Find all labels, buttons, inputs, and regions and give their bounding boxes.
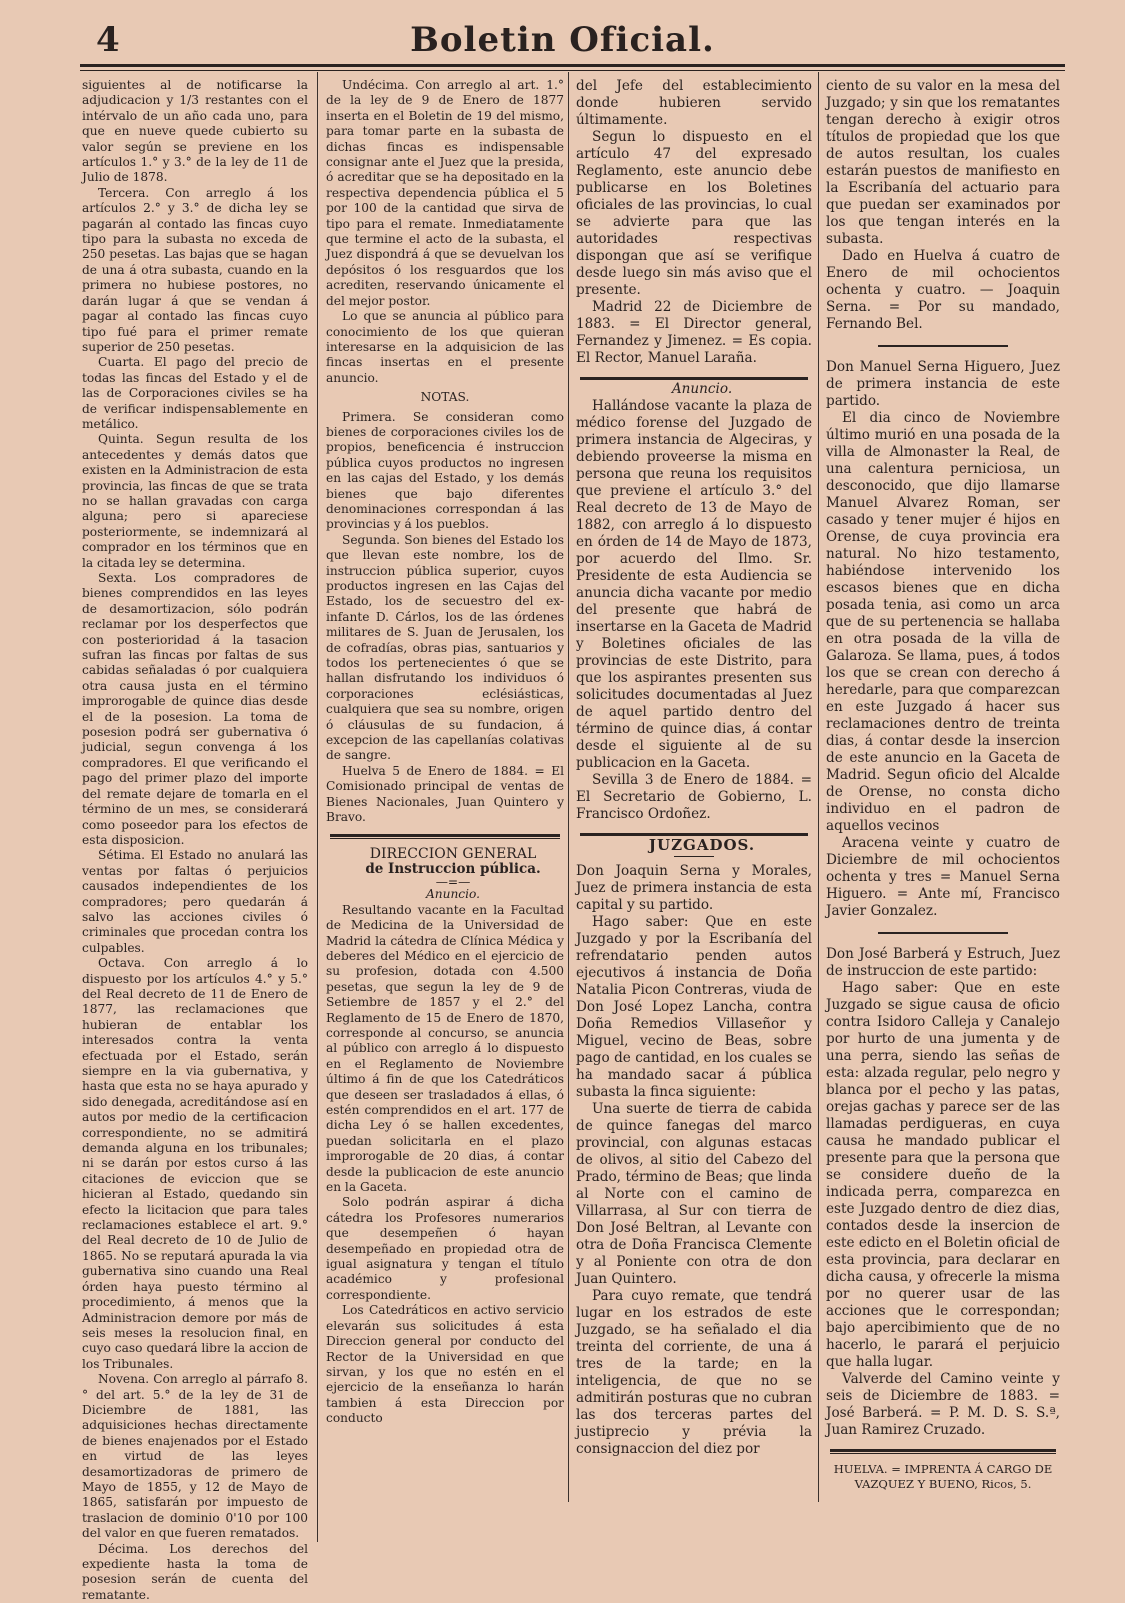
paragraph: Primera. Se consideran como bienes de corporaciones civiles los de propios, beneficencia é instruccion pública cuyos productos no ingresen en las cajas del Estado, y los demás bienes que bajo diferentes denominaciones correspondan á las provincias y á los pueblos. xyxy=(326,409,564,532)
section-divider xyxy=(830,1449,1056,1452)
paragraph: Undécima. Con arreglo al art. 1.° de la ley de 9 de Enero de 1877 inserta en el Boletin de 19 del mismo, para tomar parte en la subasta de dichas fincas es indispensable consignar ante el Juez que la presida, ó acreditar que se ha depositado en la respectiva dependencia pública el 5 por 100 de la cantidad que sirva de tipo para el remate. Inmediatamente que termine el acto de la subasta, el Juez dispondrá á que se devuelvan los depósitos ó los resguardos que los acrediten, reservando únicamente el del mejor postor. xyxy=(326,78,564,308)
paragraph: Novena. Con arreglo al párrafo 8.° del art. 5.° de la ley de 31 de Diciembre de 1881, las adquisiciones hechas directamente de bienes enajenados por el Estado en virtud de las leyes desamortizadoras de primero de Mayo de 1855, y 12 de Mayo de 1865, satisfarán por impuesto de traslacion de dominio 0'10 por 100 del valor en que fueren rematados. xyxy=(82,1372,308,1541)
header-rule-thin xyxy=(80,70,1065,71)
paragraph: Una suerte de tierra de cabida de quince fanegas del marco provincial, con algunas estacas de olivos, al sitio del Cabezo del Prado, término de Beas; que linda al Norte con el camino de Villarrasa, al Sur con tierra de Don José Beltran, al Levante con otra de Doña Francisca Clemente y al Poniente con otra de don Juan Quintero. xyxy=(576,1101,812,1287)
paragraph: Resultando vacante en la Facultad de Medicina de la Universidad de Madrid la cátedra de Clínica Médica y deberes del Médico en el ejercicio de su profesion, dotada con 4.500 pesetas, que segun la ley de 9 de Setiembre de 1857 y el 2.° del Reglamento de 15 de Enero de 1870, corresponde al concurso, se anuncia al público con arreglo á lo dispuesto en el Reglamento de Noviembre último á fin de que los Catedráticos que deseen ser trasladados á ellas, ó estén comprendidos en el art. 177 de dicha Ley ó se hallen excedentes, puedan solicitarla en el plazo improrogable de 20 dias, á contar desde la publicacion de este anuncio en la Gaceta. xyxy=(326,902,564,1195)
section-divider-thin xyxy=(830,1453,1056,1454)
paragraph: Tercera. Con arreglo á los artículos 2.° y 3.° de dicha ley se pagarán al contado las fincas cuyo tipo para la subasta no exceda de 250 pesetas. Las bajas que se hagan de una á otra subasta, cuando en la primera no hubiese postores, no darán lugar á que se vendan á pagar al contado las fincas cuyo tipo fué para el primer remate superior de 250 pesetas. xyxy=(82,185,308,354)
section-divider xyxy=(878,932,1008,934)
column-4 xyxy=(826,78,1060,1492)
paragraph: Dado en Huelva á cuatro de Enero de mil ochocientos ochenta y cuatro. — Joaquin Serna. = Por su mandado, Fernando Bel. xyxy=(826,248,1060,332)
title-underline xyxy=(674,856,714,857)
section-divider xyxy=(580,377,808,380)
paragraph: Don Manuel Serna Higuero, Juez de primera instancia de este partido. xyxy=(826,359,1060,409)
column-1 xyxy=(82,78,308,1603)
column-3 xyxy=(576,78,812,1458)
page-number: 4 xyxy=(96,20,120,60)
paragraph: Hallándose vacante la plaza de médico forense del Juzgado de primera instancia de Algeciras, y debiendo proveerse la misma en persona que reuna los requisitos que previene el artículo 3.° del Real decreto de 13 de Mayo de 1882, con arreglo á lo dispuesto en órden de 14 de Mayo de 1873, por acuerdo del Ilmo. Sr. Presidente de esta Audiencia se anuncia dicha vacante por medio del presente que habrá de insertarse en la Gaceta de Madrid y Boletines oficiales de las provincias de este Distrito, para que los aspirantes presenten sus solicitudes documentadas al Juez de aquel partido dentro del término de quince dias, á contar desde el siguiente al de su publicacion en la Gaceta. xyxy=(576,398,812,771)
paragraph: Cuarta. El pago del precio de todas las fincas del Estado y el de las de Corporaciones civiles se ha de verificar indispensablemente en metálico. xyxy=(82,355,308,431)
paragraph: Madrid 22 de Diciembre de 1883. = El Director general, Fernandez y Jimenez. = Es copia. El Rector, Manuel Laraña. xyxy=(576,299,812,366)
section-title: DIRECCION GENERAL xyxy=(369,845,537,862)
paragraph: Sevilla 3 de Enero de 1884. = El Secretario de Gobierno, L. Francisco Ordoñez. xyxy=(576,772,812,822)
paragraph: Solo podrán aspirar á dicha cátedra los Profesores numerarios que desempeñen ó hayan desempeñado en propiedad otra de igual asignatura y tengan el título académico y profesional correspondiente. xyxy=(326,1195,564,1302)
anuncio-heading: Anuncio. xyxy=(425,887,481,902)
paragraph: ciento de su valor en la mesa del Juzgado; y sin que los rematantes tengan derecho à exigir otros títulos de propiedad que los que de autos resultan, los cuales estarán puestos de manifiesto en la Escribanía del actuario para que puedan ser examinados por los que tengan interés en la subasta. xyxy=(826,78,1060,247)
paragraph: Quinta. Segun resulta de los antecedentes y demás datos que existen en la Administracion de esta provincia, las fincas de que se trata no se hallan gravadas con carga alguna; pero si apareciese posteriormente, se indemnizará al comprador en los términos que en la citada ley se determina. xyxy=(82,432,308,570)
section-divider xyxy=(878,345,1008,347)
paragraph: Sexta. Los compradores de bienes comprendidos en las leyes de desamortizacion, sólo podrán reclamar por los desperfectos que con posterioridad á la tasacion sufran las fincas por faltas de sus cabidas señaladas ó por cualquiera otra causa justa en el término improrogable de quince dias desde el de la posesion. La toma de posesion podrá ser gubernativa ó judicial, segun convenga á los compradores. El que verificando el pago del primer plazo del importe del remate dejare de tomarla en el término de un mes, se considerará como poseedor para los efectos de esta disposicion. xyxy=(82,571,308,847)
paragraph: Sétima. El Estado no anulará las ventas por faltas ó perjuicios causados independientes de los compradores; pero quedarán á salvo las acciones civiles ó criminales que procedan contra los culpables. xyxy=(82,848,308,955)
paragraph: Octava. Con arreglo á lo dispuesto por los artículos 4.° y 5.° del Real decreto de 11 de Enero de 1877, las reclamaciones que hubieran de entablar los interesados contra la venta efectuada por el Estado, serán siempre en la via gubernativa, y hasta que esta no se haya apurado y sido denegada, acreditándose así en autos por medio de la certificacion correspondiente, no se admitirá demanda alguna en los tribunales; ni se darán por estos curso á las citaciones de eviccion que se hicieran al Estado, quedando sin efecto la licitacion que para tales reclamaciones establece el art. 9.° del Real decreto de 10 de Julio de 1865. No se reputará apurada la via gubernativa sino cuando una Real órden haya puesto término al procedimiento, á menos que la Administracion demore por más de seis meses la resolucion final, en cuyo caso quedará libre la accion de los Tribunales. xyxy=(82,956,308,1371)
paragraph: Décima. Los derechos del expediente hasta la toma de posesion serán de cuenta del rematante. xyxy=(82,1541,308,1602)
paragraph: siguientes al de notificarse la adjudicacion y 1/3 restantes con el intérvalo de un año cada uno, para que en nueve quede cubierto su valor según se previene en los artículos 1.° y 3.° de la ley de 11 de Julio de 1878. xyxy=(82,78,308,185)
paragraph: Hago saber: Que en este Juzgado y por la Escribanía del refrendatario penden autos ejecutivos á instancia de Doña Natalia Picon Contreras, viuda de Don José Lopez Lancha, contra Doña Remedios Villaseñor y Miguel, vecino de Beas, sobre pago de cantidad, en los cuales se ha mandado sacar á pública subasta la finca siguiente: xyxy=(576,914,812,1100)
column-2 xyxy=(326,78,564,1427)
paragraph: Los Catedráticos en activo servicio elevarán sus solicitudes á esta Direccion general por conducto del Rector de la Universidad en que sirvan, y los que no estén en el ejercicio de la enseñanza lo harán tambien á esta Direccion por conducto xyxy=(326,1303,564,1426)
column-divider xyxy=(317,72,318,1542)
paragraph: Hago saber: Que en este Juzgado se sigue causa de oficio contra Isidoro Calleja y Canalejo por hurto de una jumenta y de una perra, siendo las señas de esta: alzada regular, pelo negro y blanca por el pecho y las patas, orejas gachas y parece ser de las llamadas perdigueras, en cuya causa he mandado publicar el presente para que la persona que se considere dueño de la indicada perra, comparezca en este Juzgado dentro de diez dias, contados desde la insercion de este edicto en el Boletin oficial de esta provincia, para declarar en dicha causa, y ofrecerle la misma por no querer usar de las acciones que le correspondan; bajo apercibimiento que de no hacerlo, le parará el perjuicio que halla lugar. xyxy=(826,980,1060,1370)
paragraph: Lo que se anuncia al público para conocimiento de los que quieran interesarse en la adquisicion de las fincas insertas en el presente anuncio. xyxy=(326,309,564,385)
anuncio-heading: Anuncio. xyxy=(671,381,733,397)
section-divider-thin xyxy=(330,838,560,839)
section-subtitle: de Instruccion pública. xyxy=(365,860,541,877)
ornament: —=— xyxy=(435,875,471,890)
paragraph: El dia cinco de Noviembre último murió en una posada de la villa de Almonaster la Real, de una calentura perniciosa, un desconocido, que dijo llamarse Manuel Alvarez Roman, ser casado y tener mujer é hijos en Orense, de cuya provincia era natural. No hizo testamento, habiéndose intervenido los escasos bienes que en dicha posada tenia, asi como un arca que de su pertenencia se hallaba en otra posada de la villa de Galaroza. Se llama, pues, á todos los que se crean con derecho á heredarle, para que comparezcan en este Juzgado á hacer sus reclamaciones dentro de treinta dias, á contar desde la insercion de este anuncio en la Gaceta de Madrid. Segun oficio del Alcalde de Orense, no consta dicho individuo en el padron de aquellos vecinos xyxy=(826,410,1060,834)
paragraph: Don Joaquin Serna y Morales, Juez de primera instancia de esta capital y su partido. xyxy=(576,863,812,913)
paragraph: Valverde del Camino veinte y seis de Diciembre de 1883. = José Barberá. = P. M. D. S. S.ª, Juan Ramirez Cruzado. xyxy=(826,1371,1060,1438)
section-title: JUZGADOS. xyxy=(648,836,756,854)
column-divider xyxy=(568,72,569,1502)
paragraph: del Jefe del establecimiento donde hubieren servido últimamente. xyxy=(576,78,812,128)
paragraph: Don José Barberá y Estruch, Juez de instruccion de este partido: xyxy=(826,946,1060,979)
column-divider xyxy=(818,72,819,1502)
notes-heading: NOTAS. xyxy=(420,390,470,405)
paragraph: Segun lo dispuesto en el artículo 47 del expresado Reglamento, este anuncio debe publicarse en los Boletines oficiales de las provincias, lo cual se advierte para que las autoridades respectivas dispongan que así se verifique desde luego sin más aviso que el presente. xyxy=(576,129,812,298)
newspaper-title: Boletin Oficial. xyxy=(410,20,715,60)
paragraph: Aracena veinte y cuatro de Diciembre de mil ochocientos ochenta y tres = Manuel Serna Higuero. = Ante mí, Francisco Javier Gonzalez. xyxy=(826,835,1060,919)
printer-imprint: HUELVA. = IMPRENTA Á CARGO DE VAZQUEZ Y BUENO, Ricos, 5. xyxy=(833,1462,1053,1491)
paragraph: Para cuyo remate, que tendrá lugar en los estrados de este Juzgado, se ha señalado el dia treinta del corriente, de una á tres de la tarde; en la inteligencia, de que no se admitirán posturas que no cubran las dos terceras partes del justiprecio y prévia la consignaccion del diez por xyxy=(576,1288,812,1457)
section-divider xyxy=(330,834,560,837)
header-rule xyxy=(80,64,1065,67)
paragraph: Huelva 5 de Enero de 1884. = El Comisionado principal de ventas de Bienes Nacionales, Juan Quintero y Bravo. xyxy=(326,763,564,825)
paragraph: Segunda. Son bienes del Estado los que llevan este nombre, los de instruccion pública superior, cuyos productos ingresen en las Cajas del Estado, los de secuestro del ex-infante D. Cárlos, los de las órdenes militares de S. Juan de Jerusalen, los de cofradías, obras pias, santuarios y todos los pertenecientes ó que se hallan disfrutando los individuos ó corporaciones eclésiásticas, cualquiera que sea su nombre, origen ó cláusulas de su fundacion, á excepcion de las capellanías colativas de sangre. xyxy=(326,532,564,763)
